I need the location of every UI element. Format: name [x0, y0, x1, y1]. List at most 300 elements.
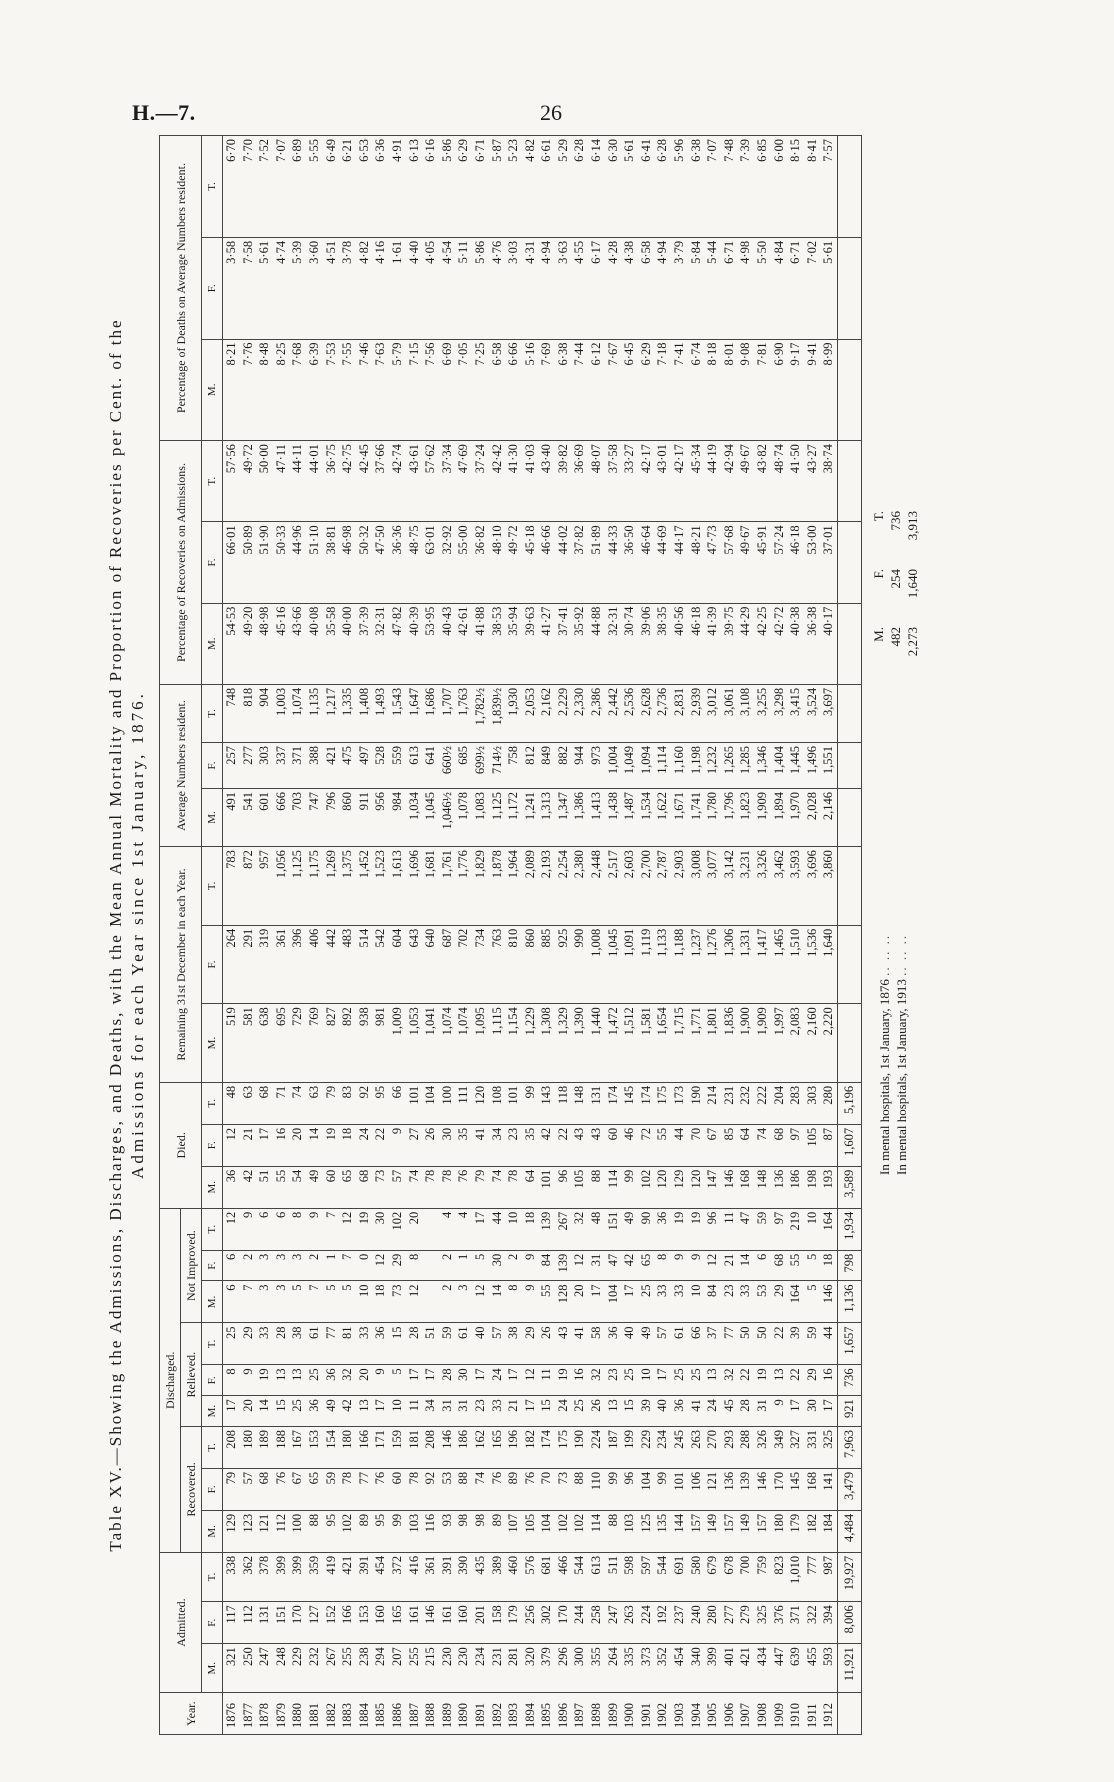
value-cell: 160: [455, 1602, 472, 1644]
value-cell: 2,448: [588, 847, 605, 926]
value-cell: 34: [489, 1124, 506, 1166]
footer-m-label: M.: [870, 627, 886, 642]
table-row: [339, 136, 356, 1735]
value-cell: 139: [538, 1208, 555, 1250]
value-cell: 3,012: [704, 684, 721, 742]
value-cell: 55: [538, 1281, 555, 1323]
value-cell: 104: [605, 1281, 622, 1323]
value-cell: 41·27: [538, 603, 555, 684]
col-f-subheader: F.: [202, 1468, 223, 1510]
value-cell: 167: [289, 1426, 306, 1468]
value-cell: 3: [273, 1281, 290, 1323]
value-cell: 849: [538, 743, 555, 789]
value-cell: 9: [240, 1208, 257, 1250]
value-cell: 49·72: [240, 441, 257, 522]
value-cell: 263: [688, 1426, 705, 1468]
year-cell: 1900: [621, 1693, 638, 1735]
value-cell: 455: [804, 1644, 821, 1693]
value-cell: 598: [621, 1552, 638, 1601]
value-cell: 376: [771, 1602, 788, 1644]
statistics-table: [159, 135, 862, 1735]
value-cell: 230: [455, 1644, 472, 1693]
value-cell: 3,326: [754, 847, 771, 926]
table-row: [455, 136, 472, 1735]
col-t-subheader: T.: [202, 1082, 223, 1124]
value-cell: 72: [638, 1124, 655, 1166]
value-cell: 302: [538, 1602, 555, 1644]
value-cell: 2,831: [671, 684, 688, 742]
value-cell: 42·72: [771, 603, 788, 684]
value-cell: 101: [538, 1166, 555, 1208]
value-cell: 280: [704, 1602, 721, 1644]
value-cell: 186: [787, 1166, 804, 1208]
value-cell: 232: [306, 1644, 323, 1693]
value-cell: 3·79: [671, 237, 688, 339]
value-cell: 1,417: [754, 925, 771, 1004]
value-cell: 9: [522, 1281, 539, 1323]
value-cell: 6·53: [356, 136, 373, 238]
value-cell: 2: [439, 1250, 456, 1281]
value-cell: 6·85: [754, 136, 771, 238]
value-cell: 279: [737, 1602, 754, 1644]
value-cell: 49·67: [737, 522, 754, 603]
value-cell: 1,313: [538, 788, 555, 846]
value-cell: 7·70: [240, 136, 257, 238]
value-cell: 435: [472, 1552, 489, 1601]
value-cell: 39·06: [638, 603, 655, 684]
value-cell: 2,442: [605, 684, 622, 742]
value-cell: 93: [439, 1510, 456, 1552]
value-cell: 174: [538, 1426, 555, 1468]
value-cell: 49·67: [737, 441, 754, 522]
value-cell: 32: [571, 1208, 588, 1250]
value-cell: 53·95: [422, 603, 439, 684]
value-cell: 2,939: [688, 684, 705, 742]
value-cell: 160: [372, 1602, 389, 1644]
value-cell: 1,049: [621, 743, 638, 789]
value-cell: 99: [605, 1468, 622, 1510]
value-cell: 6·58: [638, 237, 655, 339]
value-cell: 399: [704, 1644, 721, 1693]
value-cell: 6·38: [688, 136, 705, 238]
value-cell: 114: [588, 1510, 605, 1552]
value-cell: 399: [289, 1552, 306, 1601]
value-cell: 3,298: [771, 684, 788, 742]
value-cell: 267: [555, 1208, 572, 1250]
value-cell: 43: [571, 1124, 588, 1166]
value-cell: 105: [804, 1124, 821, 1166]
value-cell: 660½: [439, 743, 456, 789]
col-t-subheader: T.: [202, 1208, 223, 1250]
value-cell: 42·45: [356, 441, 373, 522]
value-cell: 60: [605, 1124, 622, 1166]
value-cell: 181: [406, 1426, 423, 1468]
value-cell: 4·40: [406, 237, 423, 339]
value-cell: 4·51: [323, 237, 340, 339]
value-cell: 5·11: [455, 237, 472, 339]
value-cell: 6: [273, 1208, 290, 1250]
value-cell: 20: [289, 1124, 306, 1166]
value-cell: 78: [422, 1166, 439, 1208]
value-cell: 143: [538, 1082, 555, 1124]
value-cell: 319: [256, 925, 273, 1004]
value-cell: 48·98: [256, 603, 273, 684]
empty-total-cell: [837, 925, 861, 1004]
value-cell: 2: [439, 1281, 456, 1323]
value-cell: 68: [356, 1166, 373, 1208]
value-cell: 25: [571, 1396, 588, 1427]
value-cell: 19: [754, 1365, 771, 1396]
value-cell: 355: [588, 1644, 605, 1693]
value-cell: 42: [621, 1250, 638, 1281]
value-cell: 320: [522, 1644, 539, 1693]
col-f-subheader: F.: [202, 1602, 223, 1644]
value-cell: 33: [356, 1323, 373, 1365]
value-cell: 327: [787, 1426, 804, 1468]
value-cell: 50·89: [240, 522, 257, 603]
value-cell: 168: [737, 1166, 754, 1208]
table-row: [323, 136, 340, 1735]
value-cell: 95: [372, 1510, 389, 1552]
value-cell: 51·10: [306, 522, 323, 603]
empty-total-cell: [837, 788, 861, 846]
value-cell: 17: [472, 1365, 489, 1396]
value-cell: 6·41: [638, 136, 655, 238]
value-cell: 76: [273, 1468, 290, 1510]
value-cell: 13: [289, 1365, 306, 1396]
total-cell: 11,921: [837, 1644, 861, 1693]
value-cell: 7·67: [605, 339, 622, 441]
value-cell: 35·58: [323, 603, 340, 684]
value-cell: 2,517: [605, 847, 622, 926]
value-cell: 117: [223, 1602, 240, 1644]
value-cell: 180: [240, 1426, 257, 1468]
value-cell: 1,003: [273, 684, 290, 742]
value-cell: 40·08: [306, 603, 323, 684]
value-cell: 19: [323, 1124, 340, 1166]
value-cell: 166: [339, 1602, 356, 1644]
value-cell: 1,154: [505, 1004, 522, 1083]
col-m-subheader: M.: [202, 1644, 223, 1693]
value-cell: 303: [256, 743, 273, 789]
value-cell: 6·21: [339, 136, 356, 238]
value-cell: 326: [754, 1426, 771, 1468]
value-cell: 102: [339, 1510, 356, 1552]
value-cell: 1,438: [605, 788, 622, 846]
value-cell: 73: [372, 1166, 389, 1208]
value-cell: 151: [605, 1208, 622, 1250]
value-cell: 76: [489, 1468, 506, 1510]
value-cell: 97: [787, 1124, 804, 1166]
footer-summary: [870, 135, 930, 1735]
value-cell: 956: [372, 788, 389, 846]
value-cell: 10: [804, 1208, 821, 1250]
value-cell: 44·19: [704, 441, 721, 522]
year-cell: 1889: [439, 1693, 456, 1735]
value-cell: [422, 1281, 439, 1323]
empty-total-cell: [837, 522, 861, 603]
value-cell: 70: [688, 1124, 705, 1166]
year-cell: 1877: [240, 1693, 257, 1735]
year-cell: 1903: [671, 1693, 688, 1735]
value-cell: 100: [289, 1510, 306, 1552]
value-cell: 129: [671, 1166, 688, 1208]
col-m-subheader: M.: [202, 788, 223, 846]
value-cell: 7·05: [455, 339, 472, 441]
value-cell: 3·63: [555, 237, 572, 339]
value-cell: 5: [323, 1281, 340, 1323]
value-cell: 74: [489, 1166, 506, 1208]
footer-t-1876: 736: [887, 511, 903, 531]
value-cell: 65: [638, 1250, 655, 1281]
value-cell: 170: [555, 1602, 572, 1644]
value-cell: 264: [605, 1644, 622, 1693]
value-cell: 112: [240, 1602, 257, 1644]
value-cell: 1,010: [787, 1552, 804, 1601]
value-cell: 460: [505, 1552, 522, 1601]
value-cell: 1,671: [671, 788, 688, 846]
value-cell: 1,510: [787, 925, 804, 1004]
value-cell: 187: [605, 1426, 622, 1468]
value-cell: 9: [771, 1396, 788, 1427]
value-cell: 390: [455, 1552, 472, 1601]
value-cell: 4·38: [621, 237, 638, 339]
value-cell: 1,056: [273, 847, 290, 926]
value-cell: 77: [323, 1323, 340, 1365]
col-m-subheader: M.: [202, 339, 223, 441]
value-cell: 5·29: [555, 136, 572, 238]
value-cell: 99: [621, 1166, 638, 1208]
value-cell: 7·07: [273, 136, 290, 238]
value-cell: 58: [588, 1323, 605, 1365]
value-cell: 4: [455, 1208, 472, 1250]
value-cell: 30: [489, 1250, 506, 1281]
value-cell: 157: [688, 1510, 705, 1552]
value-cell: 35·92: [571, 603, 588, 684]
value-cell: 118: [555, 1082, 572, 1124]
value-cell: 666: [273, 788, 290, 846]
value-cell: 4·94: [654, 237, 671, 339]
value-cell: 14: [256, 1396, 273, 1427]
value-cell: 77: [721, 1323, 738, 1365]
value-cell: 92: [356, 1082, 373, 1124]
value-cell: 136: [771, 1166, 788, 1208]
value-cell: 36·69: [571, 441, 588, 522]
value-cell: 65: [306, 1468, 323, 1510]
value-cell: 173: [671, 1082, 688, 1124]
value-cell: 76: [455, 1166, 472, 1208]
value-cell: 827: [323, 1004, 340, 1083]
table-title-line-1: Table XV.—Showing the Admissions, Discharges, and Deaths, with the Mean Annual Mortality and Proportion of Recoveries per Cent. of the: [106, 318, 125, 1552]
value-cell: 823: [771, 1552, 788, 1601]
footer-labels: In mental hospitals, 1st January, 1876 .. .. .. In mental hospitals, 1st January, 1913 .. .. ..: [876, 933, 909, 1175]
value-cell: 11: [538, 1365, 555, 1396]
value-cell: 13: [273, 1365, 290, 1396]
value-cell: 5·96: [671, 136, 688, 238]
value-cell: 1,046½: [439, 788, 456, 846]
value-cell: 35: [455, 1124, 472, 1166]
value-cell: 2,787: [654, 847, 671, 926]
value-cell: 170: [771, 1468, 788, 1510]
value-cell: 796: [323, 788, 340, 846]
year-cell: 1908: [754, 1693, 771, 1735]
value-cell: 5·16: [522, 339, 539, 441]
value-cell: 40·00: [339, 603, 356, 684]
value-cell: 882: [555, 743, 572, 789]
value-cell: 41·88: [472, 603, 489, 684]
value-cell: 51·90: [256, 522, 273, 603]
value-cell: 175: [555, 1426, 572, 1468]
value-cell: 42·74: [389, 441, 406, 522]
total-cell: 798: [837, 1250, 861, 1281]
value-cell: 3: [455, 1281, 472, 1323]
value-cell: 7·56: [422, 339, 439, 441]
value-cell: 1,217: [323, 684, 340, 742]
value-cell: 340: [688, 1644, 705, 1693]
value-cell: 1,780: [704, 788, 721, 846]
value-cell: 1,741: [688, 788, 705, 846]
value-cell: 1,493: [372, 684, 389, 742]
value-cell: 5·61: [256, 237, 273, 339]
value-cell: 6·74: [688, 339, 705, 441]
value-cell: 74: [472, 1468, 489, 1510]
value-cell: 149: [737, 1510, 754, 1552]
value-cell: 396: [289, 925, 306, 1004]
value-cell: 2,053: [522, 684, 539, 742]
value-cell: 49·20: [240, 603, 257, 684]
year-cell: 1878: [256, 1693, 273, 1735]
mft-header-row: [202, 136, 223, 1735]
value-cell: 44·33: [605, 522, 622, 603]
value-cell: 322: [804, 1602, 821, 1644]
value-cell: 44·69: [654, 522, 671, 603]
value-cell: 97: [771, 1208, 788, 1250]
value-cell: 10: [389, 1396, 406, 1427]
value-cell: 158: [489, 1602, 506, 1644]
value-cell: 872: [240, 847, 257, 926]
value-cell: 17: [588, 1281, 605, 1323]
value-cell: 6·71: [721, 237, 738, 339]
value-cell: 57: [489, 1323, 506, 1365]
value-cell: 182: [804, 1510, 821, 1552]
value-cell: 18: [339, 1124, 356, 1166]
value-cell: 2: [306, 1250, 323, 1281]
table-row: [306, 136, 323, 1735]
value-cell: 44·11: [289, 441, 306, 522]
value-cell: 78: [439, 1166, 456, 1208]
value-cell: 22: [787, 1365, 804, 1396]
empty-total-cell: [837, 237, 861, 339]
value-cell: 63: [240, 1082, 257, 1124]
value-cell: 5·61: [820, 237, 837, 339]
value-cell: 89: [505, 1468, 522, 1510]
value-cell: 2,536: [621, 684, 638, 742]
value-cell: 4·82: [356, 237, 373, 339]
value-cell: 1,004: [605, 743, 622, 789]
value-cell: 528: [372, 743, 389, 789]
value-cell: 263: [621, 1602, 638, 1644]
value-cell: 21: [721, 1250, 738, 1281]
value-cell: 1,074: [289, 684, 306, 742]
value-cell: 50·32: [356, 522, 373, 603]
value-cell: 454: [671, 1644, 688, 1693]
value-cell: 2,146: [820, 788, 837, 846]
value-cell: 1,053: [406, 1004, 423, 1083]
value-cell: 6·66: [505, 339, 522, 441]
value-cell: 67: [289, 1468, 306, 1510]
value-cell: 10: [356, 1281, 373, 1323]
value-cell: 987: [820, 1552, 837, 1601]
value-cell: 300: [571, 1644, 588, 1693]
value-cell: 66: [389, 1082, 406, 1124]
value-cell: 238: [356, 1644, 373, 1693]
table-row: [787, 136, 804, 1735]
value-cell: 39: [638, 1396, 655, 1427]
value-cell: 406: [306, 925, 323, 1004]
empty-total-cell: [837, 339, 861, 441]
value-cell: 157: [754, 1510, 771, 1552]
value-cell: 57·56: [223, 441, 240, 522]
value-cell: 1,404: [771, 743, 788, 789]
value-cell: 190: [688, 1082, 705, 1124]
value-cell: 48: [588, 1208, 605, 1250]
value-cell: 2,330: [571, 684, 588, 742]
value-cell: 30: [804, 1396, 821, 1427]
value-cell: 17: [787, 1396, 804, 1427]
value-cell: 2,160: [804, 1004, 821, 1083]
value-cell: 28: [737, 1396, 754, 1427]
col-m-subheader: M.: [202, 1396, 223, 1427]
value-cell: 9·17: [787, 339, 804, 441]
value-cell: 0: [356, 1250, 373, 1281]
value-cell: 33: [489, 1396, 506, 1427]
value-cell: 19: [256, 1365, 273, 1396]
value-cell: 401: [721, 1644, 738, 1693]
empty-total-cell: [837, 603, 861, 684]
value-cell: 1,390: [571, 1004, 588, 1083]
year-cell: 1909: [771, 1693, 788, 1735]
value-cell: 41·03: [522, 441, 539, 522]
value-cell: 1,581: [638, 1004, 655, 1083]
value-cell: 77: [356, 1468, 373, 1510]
value-cell: 519: [223, 1004, 240, 1083]
value-cell: 31: [754, 1396, 771, 1427]
value-cell: 2: [240, 1250, 257, 1281]
value-cell: 6: [754, 1250, 771, 1281]
col-admitted-header: Admitted.: [160, 1552, 202, 1692]
value-cell: 68: [256, 1468, 273, 1510]
value-cell: 6·38: [555, 339, 572, 441]
value-cell: 48·74: [771, 441, 788, 522]
value-cell: 8·41: [804, 136, 821, 238]
value-cell: 247: [605, 1602, 622, 1644]
value-cell: 179: [505, 1602, 522, 1644]
table-row: [588, 136, 605, 1735]
value-cell: 325: [820, 1426, 837, 1468]
value-cell: 208: [422, 1426, 439, 1468]
value-cell: 165: [489, 1426, 506, 1468]
value-cell: 639: [787, 1644, 804, 1693]
value-cell: 192: [654, 1602, 671, 1644]
value-cell: 371: [289, 743, 306, 789]
value-cell: 12: [704, 1250, 721, 1281]
year-cell: 1890: [455, 1693, 472, 1735]
value-cell: 679: [704, 1552, 721, 1601]
year-cell: 1876: [223, 1693, 240, 1735]
value-cell: 280: [820, 1082, 837, 1124]
value-cell: 352: [654, 1644, 671, 1693]
value-cell: 26: [538, 1323, 555, 1365]
